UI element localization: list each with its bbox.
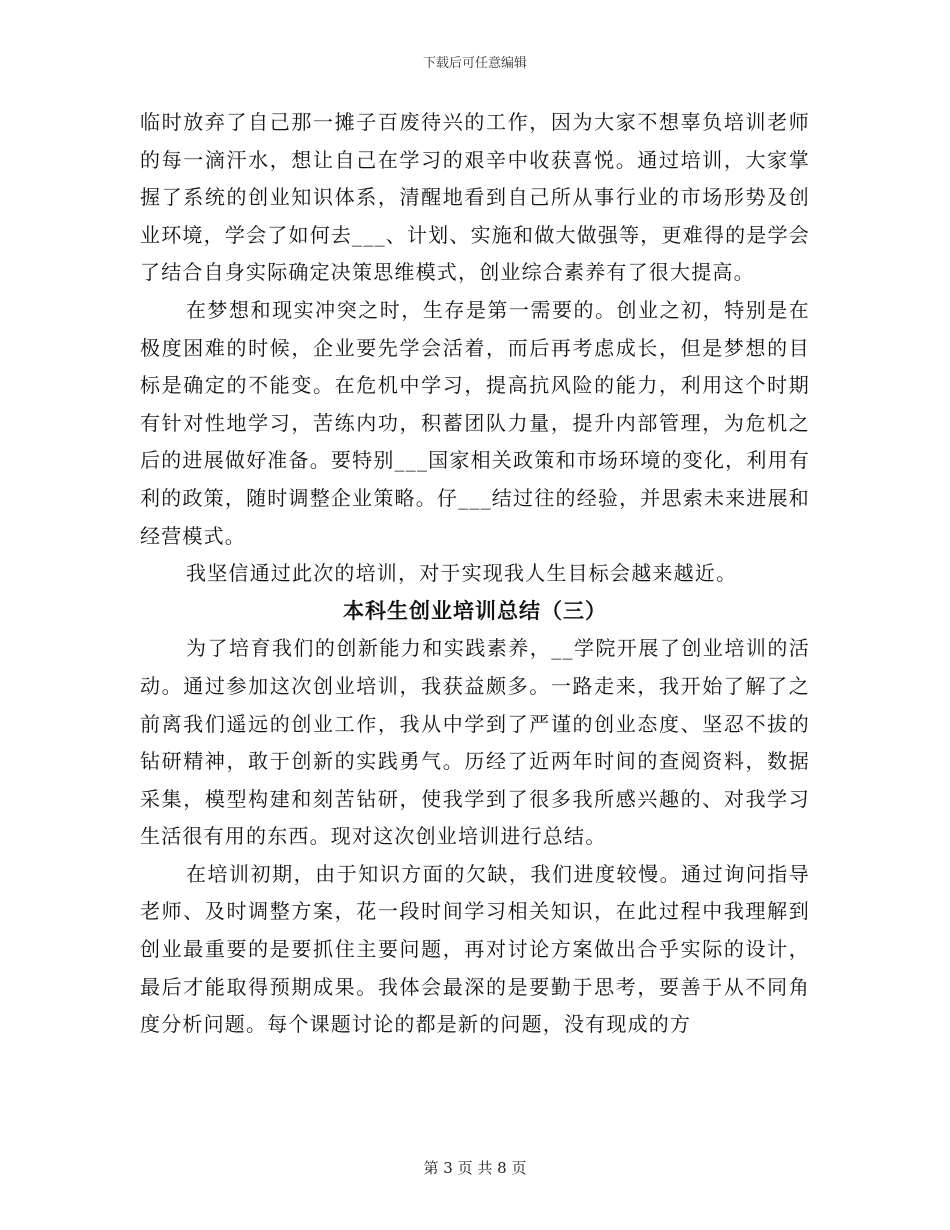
page-header-note: 下载后可任意编辑 [422,56,527,71]
page-number: 第 3 页 共 8 页 [423,1159,527,1177]
paragraph-section-intro: 为了培育我们的创新能力和实践素养，__学院开展了创业培训的活动。通过参加这次创业培训，我获益颇多。一路走来，我开始了解了之前离我们遥远的创业工作，我从中学到了严谨的创业态度、坚忍不拔的钻研精神，敢于创新的实践勇气。历经了近两年时间的查阅资料，数据采集，模型构建和刻苦钻研，使我学到了很多我所感兴趣的、对我学习生活很有用的东西。现对这次创业培训进行总结。 [140,636,810,849]
document-body [140,104,810,1044]
paragraph-continuation: 临时放弃了自己那一摊子百废待兴的工作，因为大家不想辜负培训老师的每一滴汗水，想让自己在学习的艰辛中收获喜悦。通过培训，大家掌握了系统的创业知识体系，清醒地看到自己所从事行业的市场形势及创业环境，学会了如何去___、计划、实施和做大做强等，更难得的是学会了结合自身实际确定决策思维模式，创业综合素养有了很大提高。 [140,110,810,285]
paragraph-belief: 我坚信通过此次的培训，对于实现我人生目标会越来越近。 [186,561,738,586]
paragraph-dream-reality: 在梦想和现实冲突之时，生存是第一需要的。创业之初，特别是在极度困难的时候，企业要先学会活着，而后再考虑成长，但是梦想的目标是确定的不能变。在危机中学习，提高抗风险的能力，利用这个时期有针对性地学习，苦练内功，积蓄团队力量，提升内部管理，为危机之后的进展做好准备。要特别___国家相关政策和市场环境的变化，利用有利的政策，随时调整企业策略。仔___结过往的经验，并思索未来进展和经营模式。 [140,297,810,548]
paragraph-section-early-training: 在培训初期，由于知识方面的欠缺，我们进度较慢。通过询问指导老师、及时调整方案，花一段时间学习相关知识，在此过程中我理解到创业最重要的是要抓住主要问题，再对讨论方案做出合乎实际的设计，最后才能取得预期成果。我体会最深的是要勤于思考，要善于从不同角度分析问题。每个课题讨论的都是新的问题，没有现成的方 [140,861,810,1037]
section-title: 本科生创业培训总结（三） [343,598,607,623]
